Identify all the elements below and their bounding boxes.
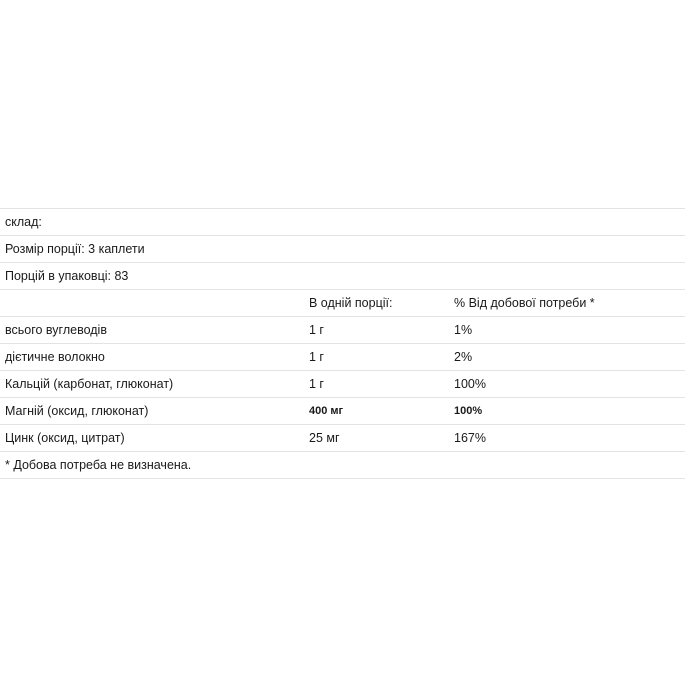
supplement-facts-table [0, 208, 685, 479]
serving-size-text: Розмір порції: 3 каплети [5, 242, 145, 256]
serving-size-row [0, 236, 685, 263]
nutrient-name: Цинк (оксид, цитрат) [5, 431, 125, 445]
table-row [0, 344, 685, 371]
servings-per-container-text: Порцій в упаковці: 83 [5, 269, 129, 283]
nutrient-amount: 1 г [309, 350, 324, 364]
nutrient-name: Магній (оксид, глюконат) [5, 404, 149, 418]
nutrient-amount: 1 г [309, 377, 324, 391]
nutrient-daily-value: 2% [454, 350, 473, 364]
table-row [0, 425, 685, 452]
column-header-row [0, 290, 685, 317]
composition-row [0, 209, 685, 236]
nutrient-daily-value: 1% [454, 323, 473, 337]
nutrient-name: дієтичне волокно [5, 350, 105, 364]
nutrient-amount: 1 г [309, 323, 324, 337]
nutrient-amount: 400 мг [309, 405, 344, 417]
servings-per-container-row [0, 263, 685, 290]
footnote-row [0, 452, 685, 479]
table-row [0, 371, 685, 398]
table-row [0, 398, 685, 425]
table-row [0, 317, 685, 344]
footnote-text: * Добова потреба не визначена. [5, 458, 192, 472]
nutrient-daily-value: 167% [454, 431, 486, 445]
daily-value-column-header: % Від добової потреби * [454, 296, 595, 310]
nutrient-daily-value: 100% [454, 377, 486, 391]
nutrient-name: Кальцій (карбонат, глюконат) [5, 377, 174, 391]
nutrient-amount: 25 мг [309, 431, 340, 445]
nutrient-daily-value: 100% [454, 405, 483, 417]
amount-column-header: В одній порції: [309, 296, 393, 310]
composition-label: склад: [5, 215, 42, 229]
nutrient-name: всього вуглеводів [5, 323, 107, 337]
